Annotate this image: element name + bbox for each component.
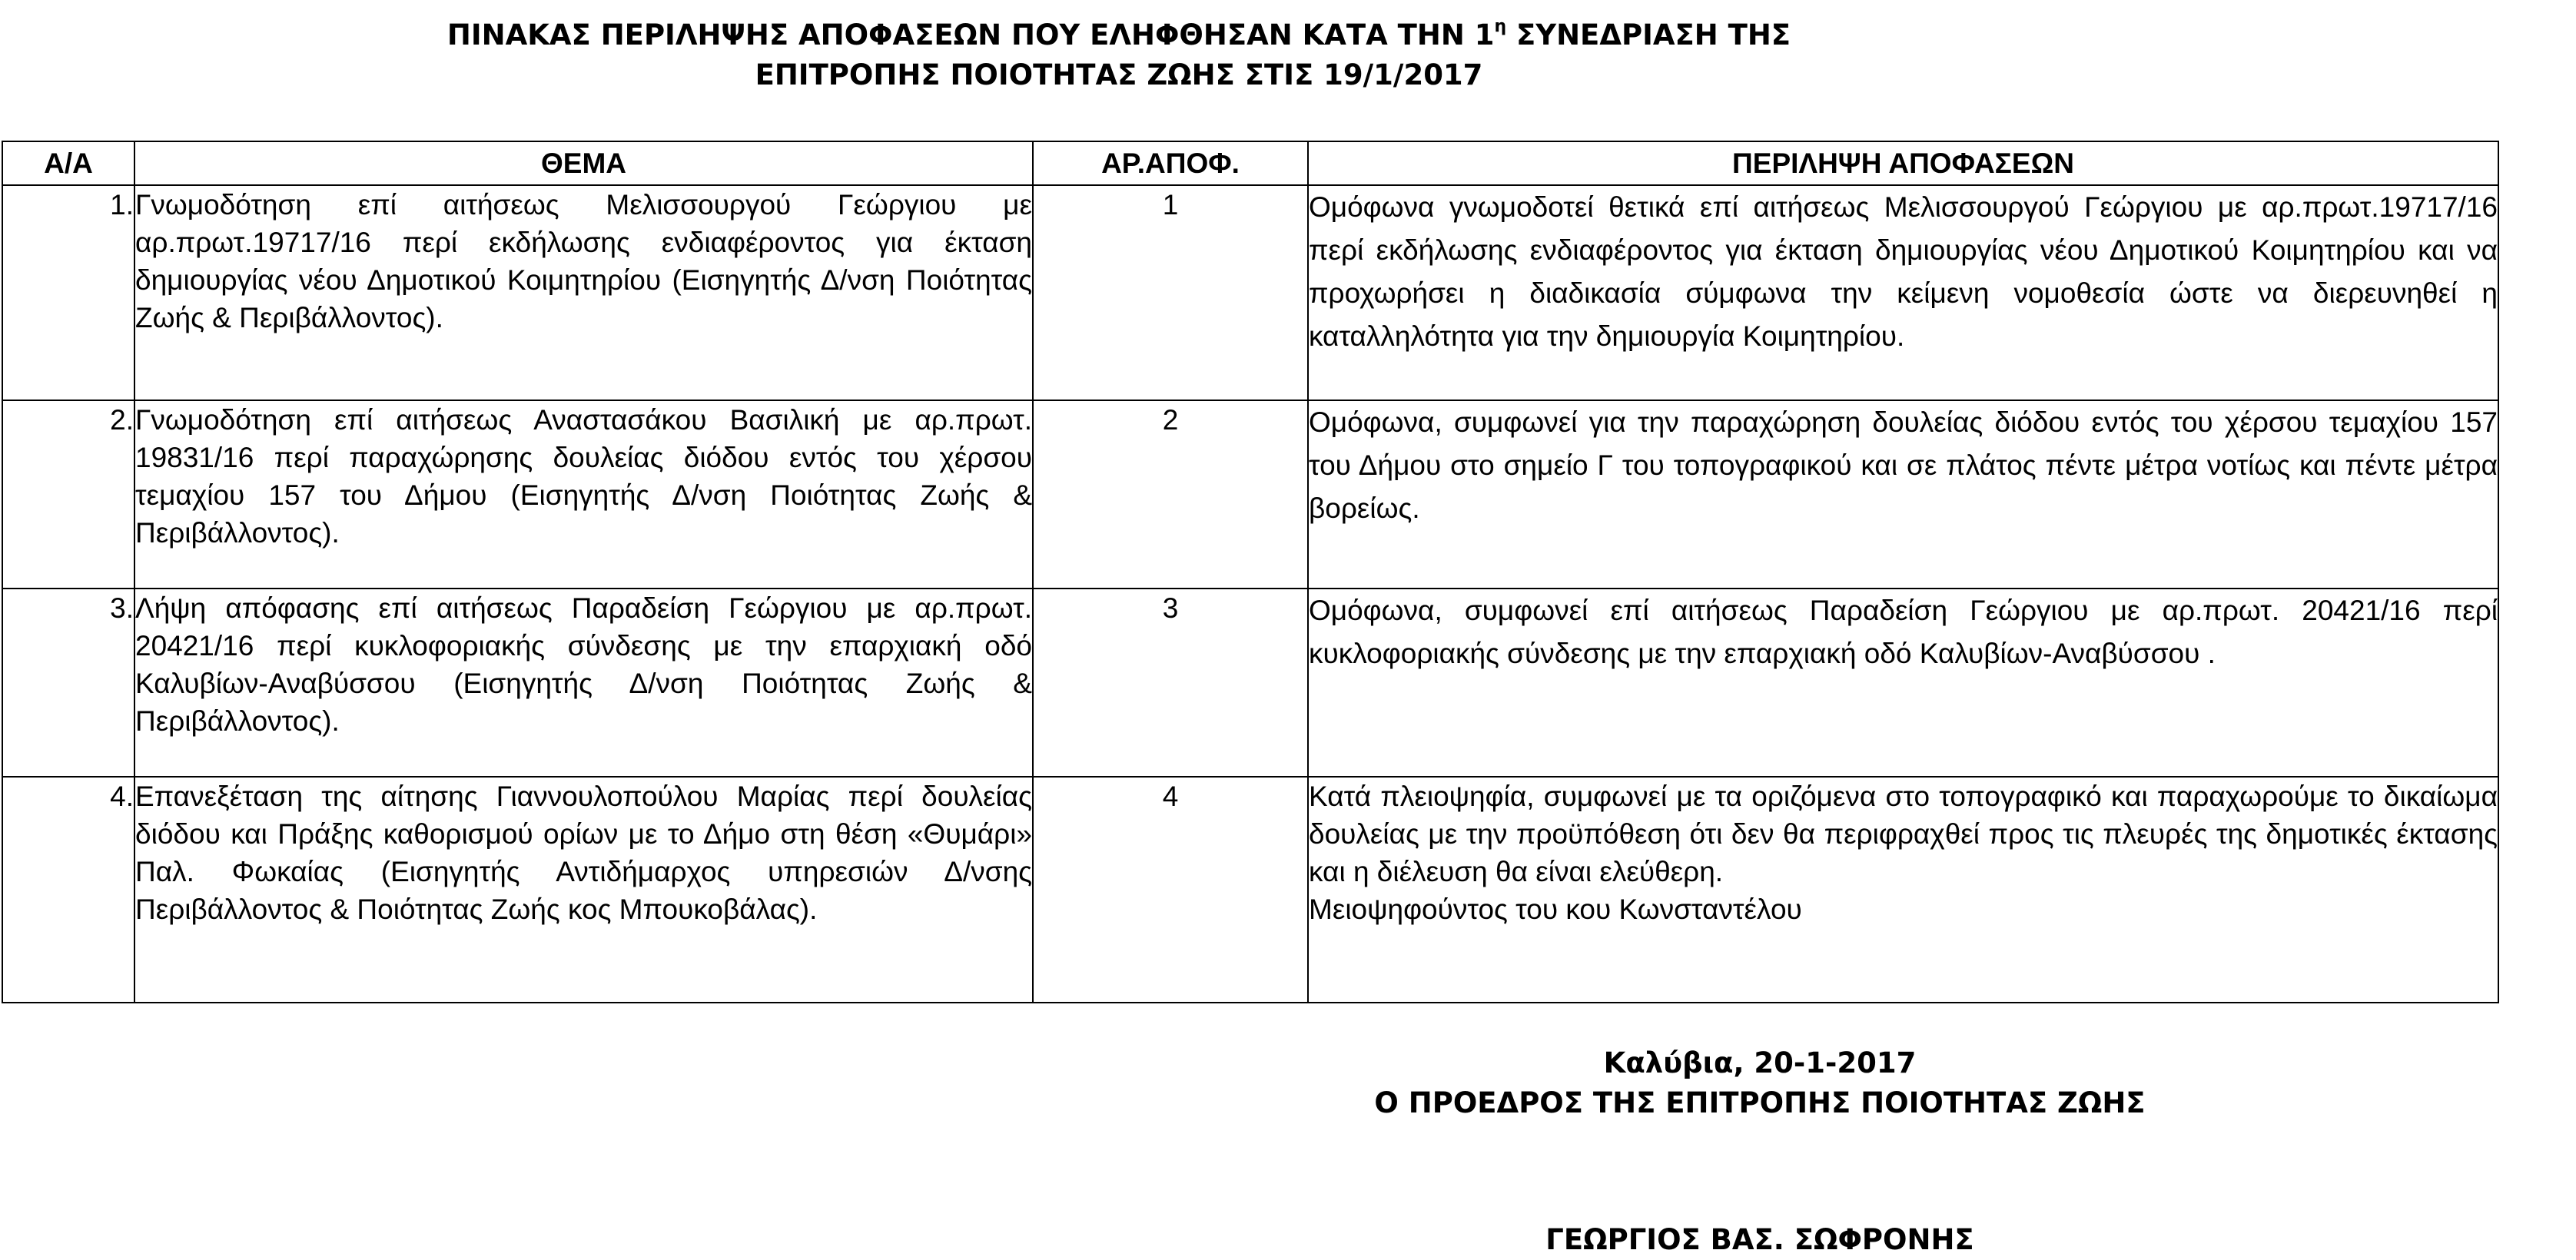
document-title [0,15,2238,95]
row-decision-no: 4 [1033,777,1308,1003]
row-topic: Γνωμοδότηση επί αιτήσεως Μελισσουργού Γεώργιου με αρ.πρωτ.19717/16 περί εκδήλωσης ενδιαφέροντος για έκταση δημιουργίας νέου Δημοτικού Κοιμητηρίου (Εισηγητής Δ/νση Ποιότητας Ζωής & Περιβάλλοντος). [134,185,1033,400]
row-summary: Ομόφωνα, συμφωνεί για την παραχώρηση δουλείας διόδου εντός του χέρσου τεμαχίου 157 του Δήμου στο σημείο Γ του τοπογραφικού και σε πλάτος πέντε μέτρα νοτίως και πέντε μέτρα βορείως. [1308,400,2498,589]
decisions-table [2,141,2499,1003]
ordinal-superscript: η [1494,16,1507,36]
row-decision-no: 1 [1033,185,1308,400]
header-decision-no: ΑΡ.ΑΠΟΦ. [1033,141,1308,185]
dissent-note: Μειοψηφούντος του κου Κωνσταντέλου [1309,894,1802,925]
table-row [2,185,2498,400]
signatory-role: Ο ΠΡΟΕΔΡΟΣ ΤΗΣ ΕΠΙΤΡΟΠΗΣ ΠΟΙΟΤΗΤΑΣ ΖΩΗΣ [1374,1086,2146,1119]
row-aa: 1. [2,185,134,400]
row-topic: Επανεξέταση της αίτησης Γιαννουλοπούλου Μαρίας περί δουλείας διόδου και Πράξης καθορισμού ορίων με το Δήμο στη θέση «Θυμάρι» Παλ. Φωκαίας (Εισηγητής Αντιδήμαρχος υπηρεσιών Δ/νσης Περιβάλλοντος & Ποιότητας Ζωής κος Μπουκοβάλας). [134,777,1033,1003]
row-decision-no: 2 [1033,400,1308,589]
row-topic: Γνωμοδότηση επί αιτήσεως Αναστασάκου Βασιλική με αρ.πρωτ. 19831/16 περί παραχώρησης δουλείας διόδου εντός του χέρσου τεμαχίου 157 του Δήμου (Εισηγητής Δ/νση Ποιότητας Ζωής & Περιβάλλοντος). [134,400,1033,589]
row-aa: 2. [2,400,134,589]
row-summary: Κατά πλειοψηφία, συμφωνεί με τα οριζόμενα στο τοπογραφικό και παραχωρούμε το δικαίωμα δουλείας με την προϋπόθεση ότι δεν θα περιφραχθεί προς τις πλευρές της δημοτικές έκτασης και η διέλευση θα είναι ελεύθερη. Μειοψηφούντος του κου Κωνσταντέλου [1308,777,2498,1003]
row-decision-no: 3 [1033,589,1308,777]
title-line-2: ΕΠΙΤΡΟΠΗΣ ΠΟΙΟΤΗΤΑΣ ΖΩΗΣ ΣΤΙΣ 19/1/2017 [755,58,1483,91]
table-header-row [2,141,2498,185]
row-topic: Λήψη απόφασης επί αιτήσεως Παραδείση Γεώργιου με αρ.πρωτ. 20421/16 περί κυκλοφοριακής σύνδεσης με την επαρχιακή οδό Καλυβίων-Αναβύσσου (Εισηγητής Δ/νση Ποιότητας Ζωής & Περιβάλλοντος). [134,589,1033,777]
signatory-name: ΓΕΩΡΓΙΟΣ ΒΑΣ. ΣΩΦΡΟΝΗΣ [1545,1223,1974,1256]
table-row [2,589,2498,777]
table-row [2,400,2498,589]
place-date: Καλύβια, 20-1-2017 [1603,1046,1917,1079]
table-row [2,777,2498,1003]
title-line-1: ΠΙΝΑΚΑΣ ΠΕΡΙΛΗΨΗΣ ΑΠΟΦΑΣΕΩΝ ΠΟΥ ΕΛΗΦΘΗΣΑΝ ΚΑΤΑ ΤΗΝ $1^\eta$ ΣΥΝΕΔΡΙΑΣΗ ΤΗΣ [446,16,1791,51]
row-summary: Ομόφωνα, συμφωνεί επί αιτήσεως Παραδείση Γεώργιου με αρ.πρωτ. 20421/16 περί κυκλοφοριακής σύνδεσης με την επαρχιακή οδό Καλυβίων-Αναβύσσου . [1308,589,2498,777]
row-aa: 3. [2,589,134,777]
header-aa: Α/Α [2,141,134,185]
row-summary: Ομόφωνα γνωμοδοτεί θετικά επί αιτήσεως Μελισσουργού Γεώργιου με αρ.πρωτ.19717/16 περί εκδήλωσης ενδιαφέροντος για έκταση δημιουργίας νέου Δημοτικού Κοιμητηρίου και να προχωρήσει η διαδικασία σύμφωνα την κείμενη νομοθεσία ώστε να διερευνηθεί η καταλληλότητα για την δημιουργία Κοιμητηρίου. [1308,185,2498,400]
row-aa: 4. [2,777,134,1003]
header-topic: ΘΕΜΑ [134,141,1033,185]
header-summary: ΠΕΡΙΛΗΨΗ ΑΠΟΦΑΣΕΩΝ [1308,141,2498,185]
